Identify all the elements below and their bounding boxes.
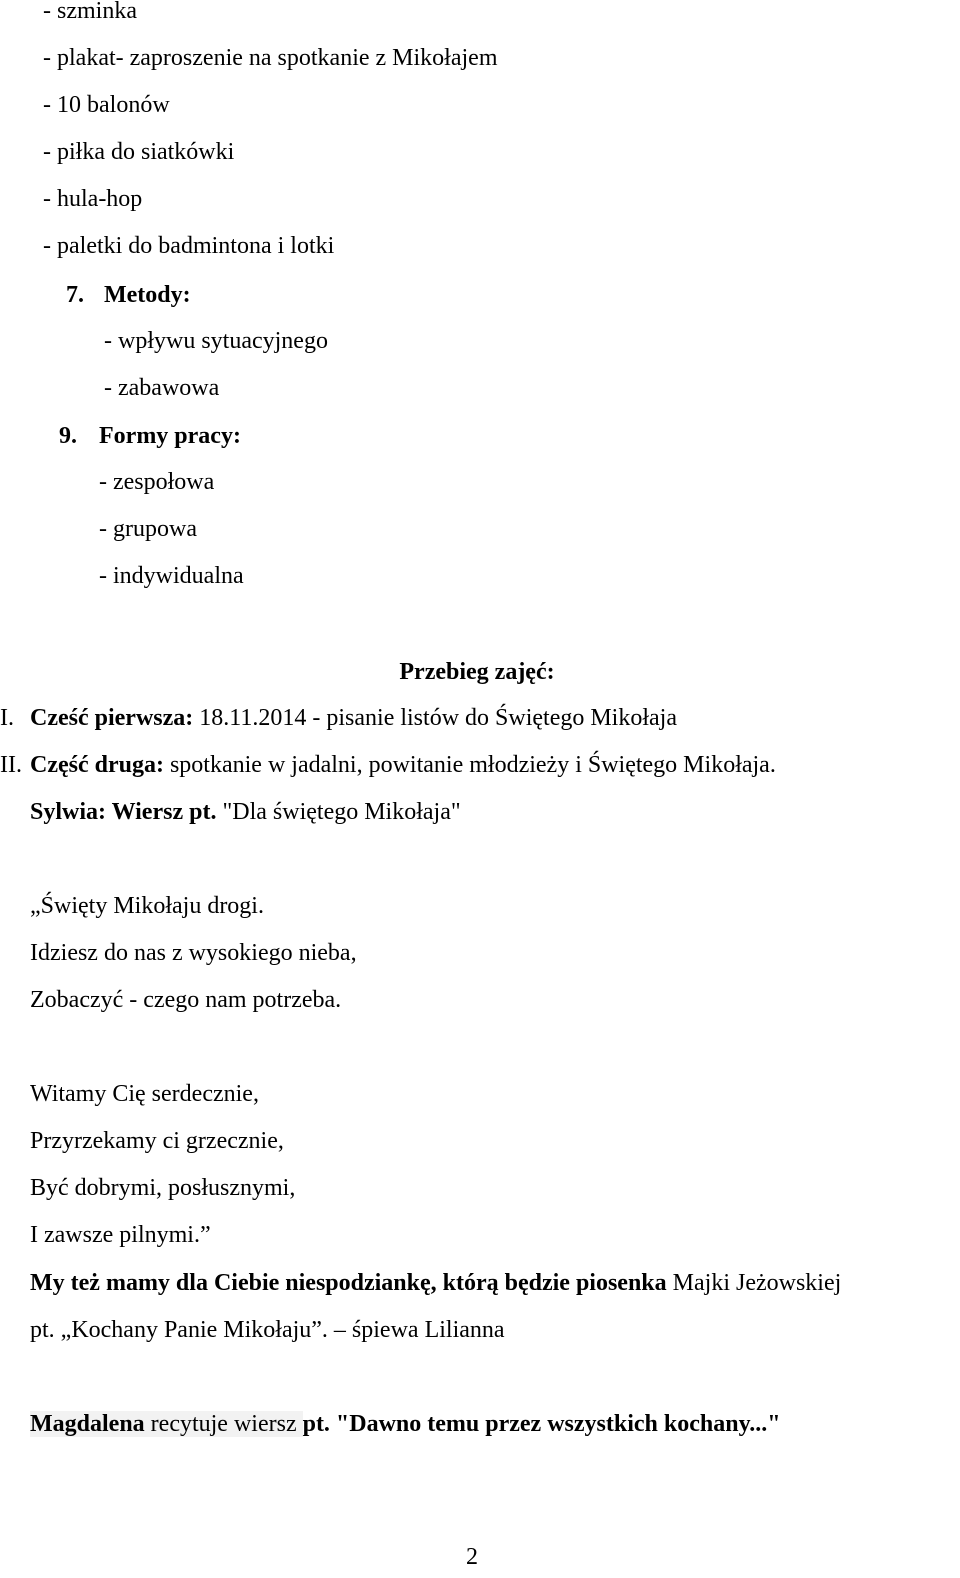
page-number: 2	[466, 1544, 478, 1570]
recital-name: Magdalena	[30, 1411, 145, 1437]
poem-line: Być dobrymi, posłusznymi,	[30, 1175, 296, 1201]
surprise-bold: My też mamy dla Ciebie niespodziankę, którą będzie piosenka	[30, 1270, 667, 1296]
material-item: - plakat- zaproszenie na spotkanie z Mikołajem	[43, 45, 498, 71]
methods-item: - zabawowa	[104, 375, 220, 401]
part-one-label: Cześć pierwsza:	[30, 705, 194, 731]
surprise-line	[30, 1268, 841, 1298]
part-one-line	[30, 703, 677, 733]
part-two-numeral: II.	[0, 752, 22, 778]
poem-line: I zawsze pilnymi.”	[30, 1222, 211, 1248]
forms-item: - zespołowa	[99, 469, 215, 495]
course-title: Przebieg zajęć:	[399, 659, 555, 685]
forms-item: - grupowa	[99, 516, 197, 542]
surprise-line-2: pt. „Kochany Panie Mikołaju”. – śpiewa Lilianna	[30, 1317, 505, 1343]
poem-line: Idziesz do nas z wysokiego nieba,	[30, 940, 357, 966]
poem-intro-label: Sylwia: Wiersz pt.	[30, 799, 217, 825]
forms-heading: Formy pracy:	[99, 423, 241, 449]
recital-mid: recytuje wiersz	[144, 1411, 303, 1437]
recital-title: pt. "Dawno temu przez wszystkich kochany..."	[302, 1411, 781, 1437]
material-item: - paletki do badmintona i lotki	[43, 233, 335, 259]
material-item: - szminka	[43, 0, 137, 24]
part-one-text: 18.11.2014 - pisanie listów do Świętego Mikołaja	[193, 705, 677, 731]
poem-line: Przyrzekamy ci grzecznie,	[30, 1128, 284, 1154]
poem-intro-title: "Dla świętego Mikołaja"	[216, 799, 461, 825]
forms-number: 9.	[59, 423, 77, 449]
recital-line	[30, 1409, 781, 1439]
methods-number: 7.	[66, 282, 84, 308]
part-one-numeral: I.	[0, 705, 14, 731]
methods-heading: Metody:	[104, 282, 191, 308]
part-two-text: spotkanie w jadalni, powitanie młodzieży i Świętego Mikołaja.	[163, 752, 776, 778]
methods-item: - wpływu sytuacyjnego	[104, 328, 328, 354]
part-two-line	[30, 750, 776, 780]
material-item: - 10 balonów	[43, 92, 170, 118]
forms-item: - indywidualna	[99, 563, 244, 589]
poem-intro	[30, 797, 461, 827]
surprise-normal: Majki Jeżowskiej	[666, 1270, 842, 1296]
material-item: - piłka do siatkówki	[43, 139, 235, 165]
poem-line: „Święty Mikołaju drogi.	[30, 893, 264, 919]
part-two-label: Część druga:	[30, 752, 164, 778]
poem-line: Zobaczyć - czego nam potrzeba.	[30, 987, 342, 1013]
material-item: - hula-hop	[43, 186, 143, 212]
poem-line: Witamy Cię serdecznie,	[30, 1081, 259, 1107]
